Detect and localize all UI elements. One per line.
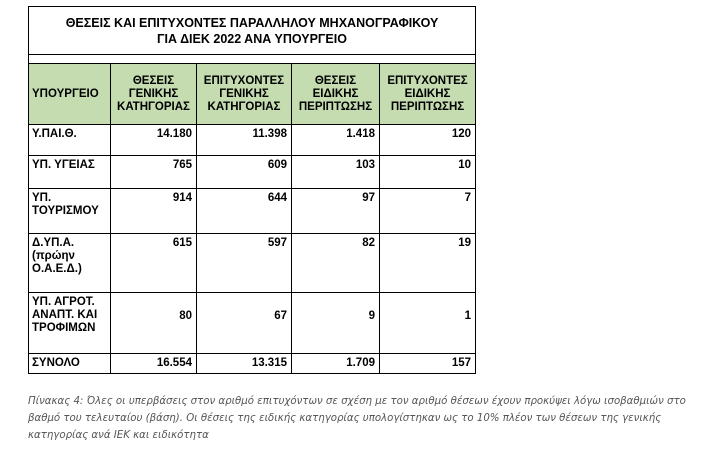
- spacer: [29, 55, 476, 64]
- ministry-table: [28, 6, 476, 374]
- cell-value: 16.554: [111, 354, 197, 374]
- cell-value: 597: [197, 234, 292, 293]
- cell-value: 765: [111, 156, 197, 189]
- caption-line: Πίνακας 4: Όλες οι υπερβάσεις στον αριθμό επιτυχόντων σε σχέση με τον αριθμό θέσεων έχουν προκύψει λόγω ισοβαθμιών στο: [28, 396, 686, 407]
- cell-value: 82: [292, 234, 380, 293]
- header-special-positions: ΘΕΣΕΙΣ ΕΙΔΙΚΗΣ ΠΕΡΙΠΤΩΣΗΣ: [292, 64, 380, 125]
- cell-value: 97: [292, 189, 380, 234]
- header-general-successful: ΕΠΙΤΥΧΟΝΤΕΣ ΓΕΝΙΚΗΣ ΚΑΤΗΓΟΡΙΑΣ: [197, 64, 292, 125]
- cell-value: 103: [292, 156, 380, 189]
- row-name: ΥΠ. ΑΓΡΟΤ. ΑΝΑΠΤ. ΚΑΙ ΤΡΟΦΙΜΩΝ: [29, 293, 111, 354]
- table-row: [29, 189, 476, 234]
- cell-value: 644: [197, 189, 292, 234]
- table-row: [29, 125, 476, 156]
- header-special-successful: ΕΠΙΤΥΧΟΝΤΕΣ ΕΙΔΙΚΗΣ ΠΕΡΙΠΤΩΣΗΣ: [380, 64, 476, 125]
- cell-value: 1.418: [292, 125, 380, 156]
- row-name: ΥΠ. ΤΟΥΡΙΣΜΟΥ: [29, 189, 111, 234]
- cell-value: 615: [111, 234, 197, 293]
- table-title: [29, 7, 476, 55]
- table-title-line1: ΘΕΣΕΙΣ ΚΑΙ ΕΠΙΤΥΧΟΝΤΕΣ ΠΑΡΑΛΛΗΛΟΥ ΜΗΧΑΝΟΓΡΑΦΙΚΟΥ: [65, 15, 439, 30]
- cell-value: 1: [380, 293, 476, 354]
- cell-value: 9: [292, 293, 380, 354]
- cell-value: 157: [380, 354, 476, 374]
- cell-value: 120: [380, 125, 476, 156]
- cell-value: 609: [197, 156, 292, 189]
- table-title-line2: ΓΙΑ ΔΙΕΚ 2022 ΑΝΑ ΥΠΟΥΡΓΕΙΟ: [157, 31, 347, 46]
- total-row: [29, 354, 476, 374]
- row-name: ΣΥΝΟΛΟ: [29, 354, 111, 374]
- header-row: [29, 64, 476, 125]
- cell-value: 1.709: [292, 354, 380, 374]
- cell-value: 19: [380, 234, 476, 293]
- cell-value: 67: [197, 293, 292, 354]
- row-name: Δ.ΥΠ.Α. (πρώην Ο.Α.Ε.Δ.): [29, 234, 111, 293]
- table-row: [29, 156, 476, 189]
- cell-value: 11.398: [197, 125, 292, 156]
- cell-value: 914: [111, 189, 197, 234]
- caption-line: κατηγορίας ανά ΙΕΚ και ειδικότητα: [28, 430, 209, 441]
- table-container: [28, 6, 476, 374]
- table-row: [29, 293, 476, 354]
- header-general-positions: ΘΕΣΕΙΣ ΓΕΝΙΚΗΣ ΚΑΤΗΓΟΡΙΑΣ: [111, 64, 197, 125]
- cell-value: 13.315: [197, 354, 292, 374]
- header-ministry: ΥΠΟΥΡΓΕΙΟ: [29, 64, 111, 125]
- cell-value: 80: [111, 293, 197, 354]
- cell-value: 10: [380, 156, 476, 189]
- caption-line: βαθμό του τελευταίου (βάση). Οι θέσεις της ειδικής κατηγορίας υπολογίστηκαν ως το 10% πλέον των θέσεων της γενικής: [28, 413, 662, 424]
- row-name: ΥΠ. ΥΓΕΙΑΣ: [29, 156, 111, 189]
- table-caption: [28, 393, 698, 444]
- cell-value: 7: [380, 189, 476, 234]
- row-name: Υ.ΠΑΙ.Θ.: [29, 125, 111, 156]
- cell-value: 14.180: [111, 125, 197, 156]
- table-row: [29, 234, 476, 293]
